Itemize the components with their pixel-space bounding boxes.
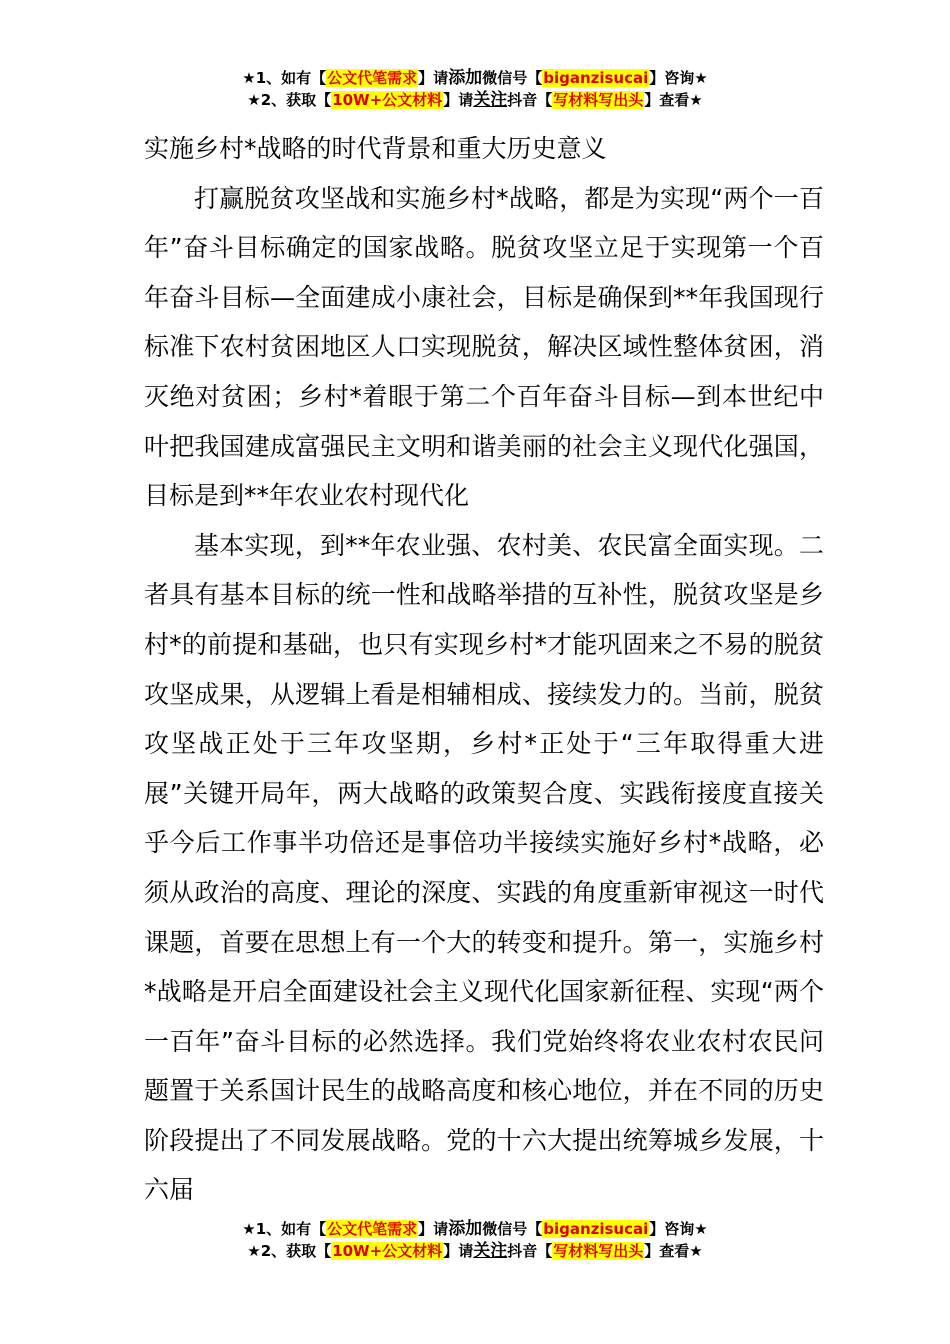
banner-text: ★2、获取【: [247, 1242, 332, 1260]
banner-line-1: [0, 67, 950, 89]
banner-text: 抖音【: [507, 1242, 553, 1260]
footer-banner: [0, 1218, 950, 1262]
banner-text: ★1、如有【: [242, 1220, 327, 1238]
highlight-service: 公文代笔需求: [327, 69, 418, 87]
banner-text: 】查看★: [644, 91, 703, 109]
document-body: [144, 124, 824, 1215]
banner-text: 】查看★: [644, 1242, 703, 1260]
banner-text: 】请: [443, 91, 474, 109]
banner-line-2: [0, 1240, 950, 1262]
banner-emphasis: 添加: [448, 1219, 483, 1239]
highlight-wechat-id: biganzisucai: [543, 69, 649, 87]
banner-emphasis: 关注: [473, 1241, 508, 1261]
banner-line-2: [0, 89, 950, 111]
header-banner: [0, 67, 950, 111]
paragraph: 打赢脱贫攻坚战和实施乡村*战略，都是为实现“两个一百年”奋斗目标确定的国家战略。脱贫攻坚立足于实现第一个百年奋斗目标—全面建成小康社会，目标是确保到**年我国现行标准下农村贫困地区人口实现脱贫，解决区域性整体贫困，消灭绝对贫困；乡村*着眼于第二个百年奋斗目标—到本世纪中叶把我国建成富强民主文明和谐美丽的社会主义现代化强国，目标是到**年农业农村现代化: [144, 183, 824, 511]
banner-text: 微信号【: [482, 1220, 543, 1238]
banner-text: 】请: [418, 69, 449, 87]
banner-text: 】咨询★: [649, 1220, 708, 1238]
banner-text: 】请: [418, 1220, 449, 1238]
banner-text: ★2、获取【: [247, 91, 332, 109]
banner-emphasis: 关注: [473, 90, 508, 110]
highlight-service: 公文代笔需求: [327, 1220, 418, 1238]
banner-text: 】请: [443, 1242, 474, 1260]
banner-text: 微信号【: [482, 69, 543, 87]
banner-line-1: [0, 1218, 950, 1240]
banner-text: ★1、如有【: [242, 69, 327, 87]
highlight-douyin-id: 写材料写出头: [553, 91, 644, 109]
highlight-douyin-id: 写材料写出头: [553, 1242, 644, 1260]
banner-text: 抖音【: [507, 91, 553, 109]
highlight-wechat-id: biganzisucai: [543, 1220, 649, 1238]
document-title: 实施乡村*战略的时代背景和重大历史意义: [144, 134, 607, 163]
highlight-materials: 10W+公文材料: [332, 1242, 443, 1260]
banner-emphasis: 添加: [448, 68, 483, 88]
banner-text: 】咨询★: [649, 69, 708, 87]
highlight-materials: 10W+公文材料: [332, 91, 443, 109]
paragraph: 基本实现，到**年农业强、农村美、农民富全面实现。二者具有基本目标的统一性和战略举措的互补性，脱贫攻坚是乡村*的前提和基础，也只有实现乡村*才能巩固来之不易的脱贫攻坚成果，从逻辑上看是相辅相成、接续发力的。当前，脱贫攻坚战正处于三年攻坚期，乡村*正处于“三年取得重大进展”关键开局年，两大战略的政策契合度、实践衔接度直接关乎今后工作事半功倍还是事倍功半接续实施好乡村*战略，必须从政治的高度、理论的深度、实践的角度重新审视这一时代课题，首要在思想上有一个大的转变和提升。第一，实施乡村*战略是开启全面建设社会主义现代化国家新征程、实现“两个一百年”奋斗目标的必然选择。我们党始终将农业农村农民问题置于关系国计民生的战略高度和核心地位，并在不同的历史阶段提出了不同发展战略。党的十六大提出统筹城乡发展，十六届: [144, 530, 824, 1205]
